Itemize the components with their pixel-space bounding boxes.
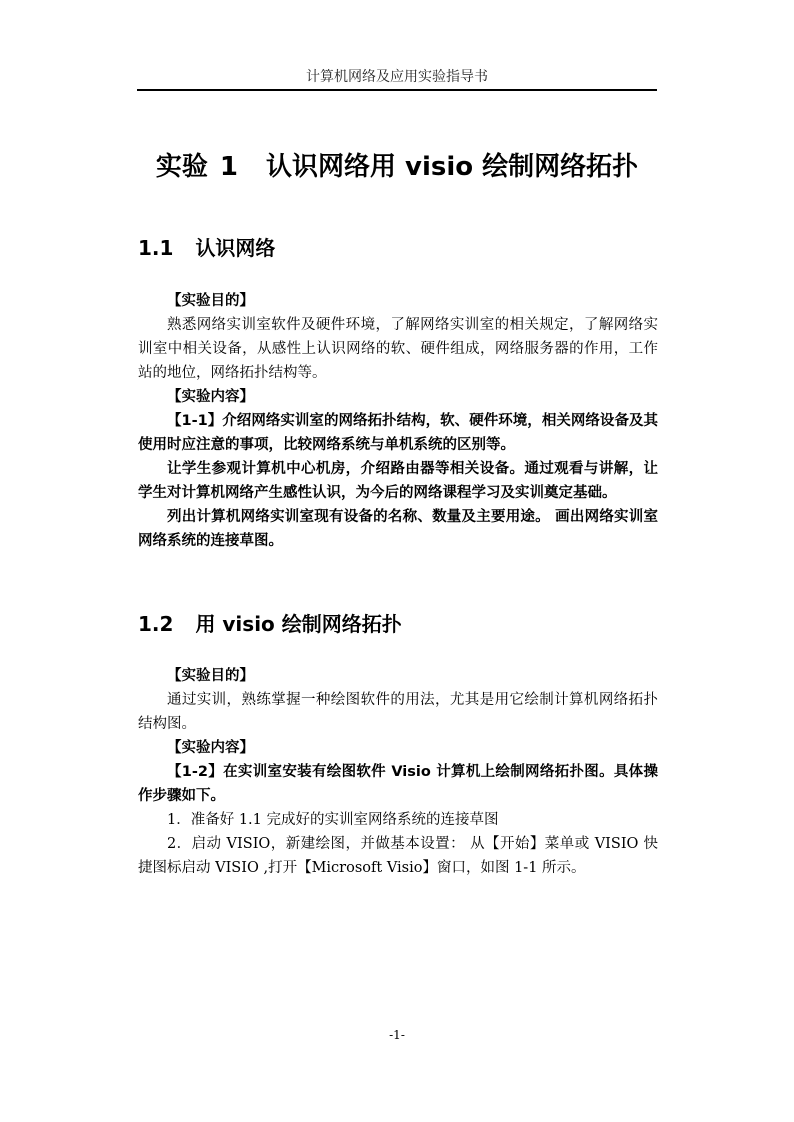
purpose-paragraph: 熟悉网络实训室软件及硬件环境，了解网络实训室的相关规定，了解网络实训室中相关设备，从感性上认识网络的软、硬件组成，网络服务器的作用，工作站的地位，网络拓扑结构等。 [138,317,658,381]
content-paragraph: 【1-2】在实训室安装有绘图软件 Visio 计算机上绘制网络拓扑图。具体操作步骤如下。 [138,764,658,804]
section-title: 认识网络 [195,236,276,260]
step-item: 2．启动 VISIO，新建绘图，并做基本设置： 从【开始】菜单或 VISIO 快捷图标启动 VISIO ,打开【Microsoft Visio】窗口，如图 1-1 所示。 [138,836,658,876]
page-number: -1- [389,1028,405,1042]
chapter-name: 认识网络用 visio 绘制网络拓扑 [265,152,639,182]
content-label: 【实验内容】 [167,389,254,405]
content-paragraph: 列出计算机网络实训室现有设备的名称、数量及主要用途。 画出网络实训室网络系统的连接草图。 [138,509,658,549]
section-body-1-1 [138,289,658,553]
step-item: 1．准备好 1.1 完成好的实训室网络系统的连接草图 [167,812,499,828]
content-paragraph: 让学生参观计算机中心机房，介绍路由器等相关设备。通过观看与讲解，让学生对计算机网络产生感性认识，为今后的网络课程学习及实训奠定基础。 [138,461,658,501]
chapter-prefix: 实验 [155,152,208,182]
purpose-paragraph: 通过实训，熟练掌握一种绘图软件的用法，尤其是用它绘制计算机网络拓扑结构图。 [138,692,658,732]
purpose-label: 【实验目的】 [167,293,254,309]
header-rule [137,89,657,91]
section-number: 1.1 [138,236,174,260]
section-body-1-2 [138,664,658,880]
chapter-number: 1 [219,152,238,182]
chapter-title [137,146,657,183]
section-heading-1-2 [138,608,402,637]
purpose-label: 【实验目的】 [167,668,254,684]
section-heading-1-1 [138,232,275,261]
content-paragraph: 【1-1】介绍网络实训室的网络拓扑结构，软、硬件环境，相关网络设备及其使用时应注意的事项，比较网络系统与单机系统的区别等。 [138,413,658,453]
content-label: 【实验内容】 [167,740,254,756]
running-header: 计算机网络及应用实验指导书 [306,69,488,85]
section-title: 用 visio 绘制网络拓扑 [195,612,402,636]
section-number: 1.2 [138,612,174,636]
